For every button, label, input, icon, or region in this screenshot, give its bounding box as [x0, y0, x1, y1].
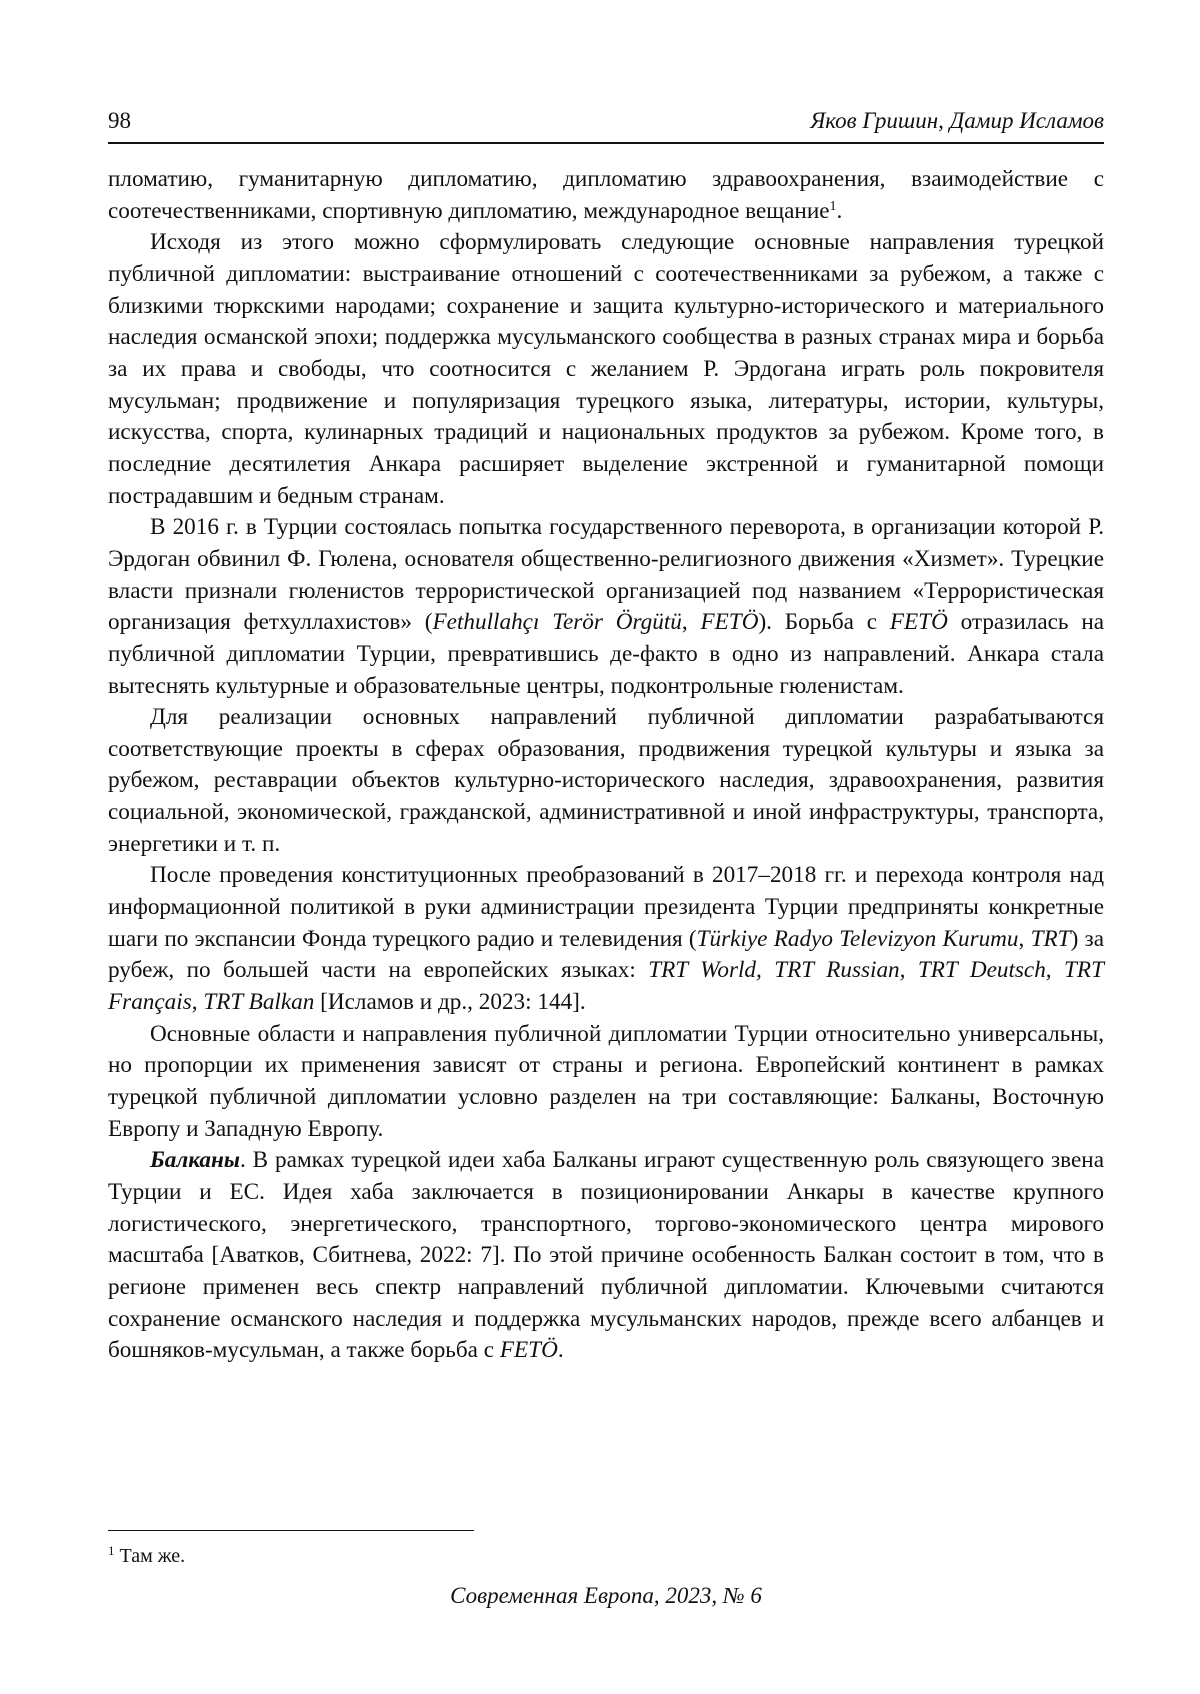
footnote-text: Там же.	[114, 1545, 186, 1567]
footnote-divider	[108, 1530, 474, 1531]
paragraph-5-part-d: [Исламов и др., 2023: 144].	[314, 989, 586, 1016]
paragraph-3-part-d: отразилась на публичной дипломатии Турции, превратившись де-факто в одно из направлений. Анкара стала вытеснять культурные и образовательные центры, подконтрольные гюленистам.	[108, 609, 1105, 699]
paragraph-3	[108, 512, 1104, 702]
paragraph-3-part-b: ,	[681, 609, 701, 636]
paragraph-7	[108, 1145, 1104, 1367]
paragraph-3-part-c: ). Борьба с	[758, 609, 890, 636]
paragraph-1-text: пломатию, гуманитарную дипломатию, дипломатию здравоохранения, взаимодействие с соотечественниками, спортивную дипломатию, международное вещание	[108, 166, 1104, 224]
article-body	[108, 164, 1104, 1367]
paragraph-3-italic-1: Fethullahçı Terör Örgütü	[432, 609, 682, 636]
running-header	[108, 106, 1104, 144]
section-lead-balkans: Балканы	[150, 1147, 240, 1174]
document-page	[108, 0, 1104, 1694]
paragraph-4: Для реализации основных направлений публичной дипломатии разрабатываются соответствующие проекты в сферах образования, продвижения турецкой культуры и языка за рубежом, реставрации объектов культурно-исторического наследия, здравоохранения, развития социальной, экономической, гражданской, административной и иной инфраструктуры, транспорта, энергетики и т. п.	[108, 704, 1104, 857]
paragraph-3-italic-3: FETÖ	[889, 609, 948, 636]
paragraph-6: Основные области и направления публичной дипломатии Турции относительно универсальны, но пропорции их применения зависят от страны и региона. Европейский континент в рамках турецкой публичной дипломатии условно разделен на три составляющие: Балканы, Восточную Европу и Западную Европу.	[108, 1020, 1104, 1142]
running-header-authors: Яков Гришин, Дамир Исламов	[810, 108, 1104, 133]
paragraph-5-italic-2: TRT	[1030, 925, 1071, 952]
footnote-number: 1	[108, 1543, 115, 1558]
paragraph-2: Исходя из этого можно сформулировать следующие основные направления турецкой публичной дипломатии: выстраивание отношений с соотечественниками за рубежом, а также с близкими тюркскими народами; сохранение и защита культурно-исторического и материального наследия османской эпохи; поддержка мусульманского сообщества в разных странах мира и борьба за их права и свободы, что соотносится с желанием Р. Эрдогана играть роль покровителя мусульман; продвижение и популяризация турецкого языка, литературы, истории, культуры, искусства, спорта, кулинарных традиций и национальных продуктов за рубежом. Кроме того, в последние десятилетия Анкара расширяет выделение экстренной и гуманитарной помощи пострадавшим и бедным странам.	[108, 229, 1104, 509]
paragraph-5-part-a: После проведения конституционных преобразований в 2017–2018 гг. и перехода контроля над информационной политикой в руки администрации президента Турции предприняты конкретные шаги по экспансии Фонда турецкого радио и телевидения (	[108, 862, 1104, 952]
paragraph-7-part-b: .	[557, 1337, 564, 1364]
journal-footer: Современная Европа, 2023, № 6	[450, 1583, 762, 1608]
paragraph-7-italic-1: FETÖ	[499, 1337, 558, 1364]
paragraph-7-part-a: . В рамках турецкой идеи хаба Балканы играют существенную роль связующего звена Турции и ЕС. Идея хаба заключается в позиционировании Анкары в качестве крупного логистического, энергетического, транспортного, торгово-экономического центра мирового масштаба [Аватков, Сбитнева, 2022: 7]. По этой причине особенность Балкан состоит в том, что в регионе применен весь спектр направлений публичной дипломатии. Ключевыми считаются сохранение османского наследия и поддержка мусульманских народов, прежде всего албанцев и бошняков-мусульман, а также борьба с	[108, 1147, 1104, 1364]
paragraph-3-italic-2: FETÖ	[700, 609, 759, 636]
paragraph-5	[108, 860, 1104, 1018]
paragraph-1-end: .	[836, 197, 843, 224]
footnote-reference[interactable]: 1	[829, 198, 837, 214]
paragraph-3-part-a: В 2016 г. в Турции состоялась попытка государственного переворота, в организации которой Р. Эрдоган обвинил Ф. Гюлена, основателя общественно-религиозного движения «Хизмет». Турецкие власти признали гюленистов террористической организацией под названием «Террористическая организация фетхуллахистов» (	[108, 514, 1104, 636]
paragraph-5-italic-3: TRT World, TRT Russian, TRT Deutsch, TRT Français, TRT Balkan	[108, 957, 1104, 1016]
paragraph-5-part-c: ) за рубеж, по большей части на европейских языках:	[108, 925, 1104, 984]
paragraph-1	[108, 164, 1104, 227]
footnote	[108, 1545, 185, 1568]
page-number: 98	[108, 108, 131, 133]
paragraph-5-part-b: ,	[1018, 925, 1031, 952]
paragraph-5-italic-1: Türkiye Radyo Televizyon Kurumu	[696, 925, 1019, 952]
